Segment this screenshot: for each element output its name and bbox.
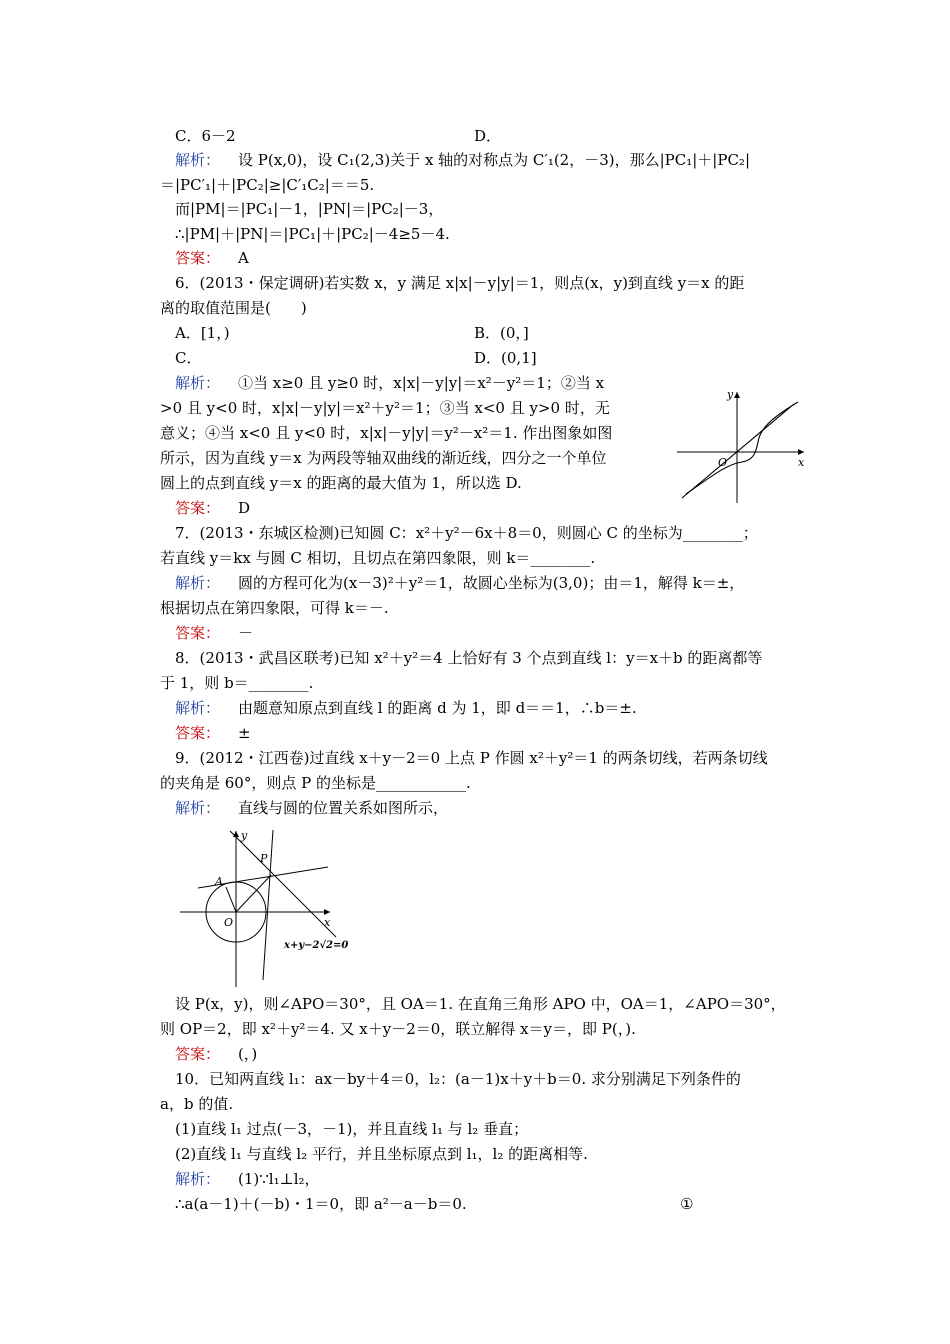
q8-solution-line: 解析： 由题意知原点到直线 l 的距离 d 为 1，即 d＝＝1，∴b＝±. — [175, 699, 637, 717]
q6-option-d: D．(0,1] — [474, 349, 537, 367]
answer-label: 答案： — [175, 724, 221, 742]
q7-stem: 若直线 y＝kx 与圆 C 相切，且切点在第四象限，则 k＝________. — [160, 549, 596, 567]
equation-number: ① — [680, 1195, 694, 1213]
q6-option-c: C． — [175, 349, 202, 367]
q5-answer: 答案： A — [175, 249, 249, 267]
solution-label: 解析： — [175, 699, 221, 717]
y-axis-label: y — [727, 388, 734, 401]
q6-solution-line: >0 且 y<0 时，x|x|－y|y|＝x²＋y²＝1；③当 x<0 且 y>0 时，无 — [160, 399, 610, 417]
solution-label: 解析： — [175, 151, 221, 169]
q9-solution-line: 则 OP＝2，即 x²＋y²＝4. 又 x＋y－2＝0，联立解得 x＝y＝，即 P(，). — [160, 1020, 636, 1038]
line-equation-label: x+y−2√2=0 — [284, 940, 349, 951]
q9-solution-line: 解析： 直线与圆的位置关系如图所示， — [175, 799, 449, 817]
q10-solution-line: 解析： (1)∵l₁⊥l₂， — [175, 1170, 320, 1188]
q5-solution-line: 解析： 设 P(x,0)，设 C₁(2,3)关于 x 轴的对称点为 C′₁(2，－3)，那么|PC₁|＋|PC₂| — [175, 151, 751, 169]
q5-solution-line: 而|PM|＝|PC₁|－1，|PN|＝|PC₂|－3， — [175, 200, 444, 218]
q9-stem: 9．(2012・江西卷)过直线 x＋y－2＝0 上点 P 作圆 x²＋y²＝1 的两条切线，若两条切线 — [175, 749, 768, 767]
q9-circle-tangent-figure — [178, 825, 368, 990]
q6-solution-line: 解析： ①当 x≥0 且 y≥0 时，x|x|－y|y|＝x²－y²＝1；②当 x — [175, 374, 605, 392]
q5-solution-line: ＝|PC′₁|＋|PC₂|≥|C′₁C₂|＝＝5. — [160, 176, 375, 194]
origin-label: O — [224, 916, 234, 929]
solution-label: 解析： — [175, 574, 221, 592]
answer-label: 答案： — [175, 624, 221, 642]
q8-answer: 答案： ± — [175, 724, 251, 742]
q7-stem: 7．(2013・东城区检测)已知圆 C：x²＋y²－6x＋8＝0，则圆心 C 的坐标为________； — [175, 524, 758, 542]
q6-graph-figure — [672, 380, 812, 505]
x-axis-label: x — [798, 456, 805, 469]
q8-stem: 于 1，则 b＝________. — [160, 674, 314, 692]
q6-solution-line: 圆上的点到直线 y＝x 的距离的最大值为 1，所以选 D. — [160, 474, 522, 492]
answer-label: 答案： — [175, 1045, 221, 1063]
q7-answer: 答案： － — [175, 624, 254, 642]
answer-label: 答案： — [175, 249, 221, 267]
q9-solution-line: 设 P(x，y)，则∠APO＝30°，且 OA＝1. 在直角三角形 APO 中，OA＝1，∠APO＝30°， — [175, 995, 786, 1013]
q6-option-a: A．[1，) — [175, 324, 230, 342]
x-axis-arrow-icon — [324, 909, 330, 915]
q6-solution-line: 所示，因为直线 y＝x 为两段等轴双曲线的渐近线，四分之一个单位 — [160, 449, 607, 467]
q7-solution-line: 解析： 圆的方程可化为(x－3)²＋y²＝1，故圆心坐标为(3,0)；由＝1，解得 k＝±， — [175, 574, 745, 592]
q9-answer: 答案： (，) — [175, 1045, 258, 1063]
segment-oa — [226, 887, 236, 912]
x-axis-label: x — [324, 916, 331, 929]
answer-label: 答案： — [175, 499, 221, 517]
q6-option-b: B．(0，] — [474, 324, 529, 342]
q5-option-d: D． — [474, 127, 502, 145]
q10-condition-1: (1)直线 l₁ 过点(－3，－1)，并且直线 l₁ 与 l₂ 垂直； — [175, 1120, 529, 1138]
q6-stem: 离的取值范围是( ) — [160, 299, 307, 317]
origin-label: O — [718, 456, 728, 469]
q7-solution-line: 根据切点在第四象限，可得 k＝－. — [160, 599, 389, 617]
point-a-label: A — [215, 875, 223, 888]
q6-solution-line: 意义；④当 x<0 且 y<0 时，x|x|－y|y|＝y²－x²＝1. 作出图象如图 — [160, 424, 613, 442]
y-axis-arrow-icon — [233, 831, 239, 837]
q6-stem: 6．(2013・保定调研)若实数 x，y 满足 x|x|－y|y|＝1，则点(x，y)到直线 y＝x 的距 — [175, 274, 745, 292]
x-axis-arrow-icon — [798, 449, 804, 455]
solution-label: 解析： — [175, 1170, 221, 1188]
solution-label: 解析： — [175, 374, 221, 392]
q6-answer: 答案： D — [175, 499, 251, 517]
point-p-label: P — [260, 852, 268, 865]
q10-solution-line: ∴a(a－1)＋(－b)・1＝0，即 a²－a－b＝0. — [175, 1195, 467, 1213]
y-axis-label: y — [241, 829, 248, 842]
y-axis-arrow-icon — [734, 392, 740, 398]
q8-stem: 8．(2013・武昌区联考)已知 x²＋y²＝4 上恰好有 3 个点到直线 l：y＝x＋b 的距离都等 — [175, 649, 763, 667]
q9-stem: 的夹角是 60°，则点 P 的坐标是____________. — [160, 774, 471, 792]
q10-condition-2: (2)直线 l₁ 与直线 l₂ 平行，并且坐标原点到 l₁，l₂ 的距离相等. — [175, 1145, 588, 1163]
q10-stem: a，b 的值. — [160, 1095, 234, 1113]
q5-option-c: C．6－2 — [175, 127, 236, 145]
solution-label: 解析： — [175, 799, 221, 817]
q10-stem: 10．已知两直线 l₁：ax－by＋4＝0，l₂：(a－1)x＋y＋b＝0. 求分别满足下列条件的 — [175, 1070, 741, 1088]
q5-solution-line: ∴|PM|＋|PN|＝|PC₁|＋|PC₂|－4≥5－4. — [175, 225, 450, 243]
asymptote-line — [682, 404, 794, 498]
